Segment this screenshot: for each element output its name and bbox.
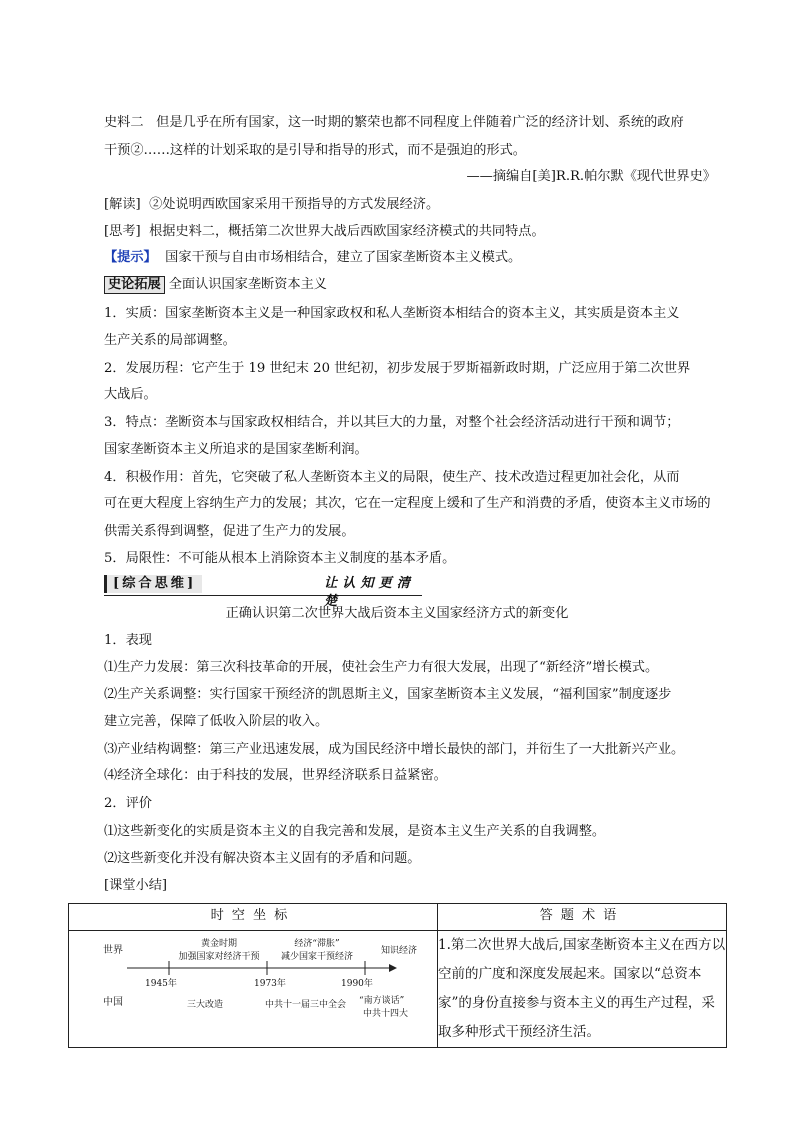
timeline-w1a: 黄金时期	[200, 939, 238, 949]
timeline-cell	[69, 931, 438, 1048]
timeline-row-world: 世界	[103, 945, 123, 956]
material2-source: ——摘编自[美]R.R.帕尔默《现代世界史》	[466, 169, 716, 184]
zonghe-item2-line1: ⑵生产关系调整：实行国家干预经济的凯恩斯主义，国家垄断资本主义发展，“福利国家”制度逐步	[104, 687, 672, 702]
summary-col-terms: 答题术语	[438, 904, 727, 931]
timeline-c2: 中共十一届三中全会	[265, 1000, 347, 1010]
timeline-w3: 知识经济	[381, 946, 418, 956]
timeline-diagram	[69, 931, 438, 1042]
zonghe-h2: 2．评价	[104, 796, 152, 811]
shilun-p4-line3: 供需关系得到调整，促进了生产力的发展。	[104, 524, 355, 539]
tishi-text: 国家干预与自由市场相结合，建立了国家垄断资本主义模式。	[165, 250, 522, 265]
shilun-tag: 史论拓展	[104, 276, 165, 294]
material2-label: 史料二	[104, 115, 144, 130]
sikao-text: 根据史料二，概括第二次世界大战后西欧国家经济模式的共同特点。	[149, 224, 545, 239]
timeline-w2a: 经济“滞胀”	[294, 939, 340, 949]
timeline-year-1990: 1990年	[341, 979, 373, 989]
zonghe-item4: ⑷经济全球化：由于科技的发展，世界经济联系日益紧密。	[104, 768, 447, 783]
zonghe-title: 正确认识第二次世界大战后资本主义国家经济方式的新变化	[225, 606, 569, 621]
shilun-p3-line2: 国家垄断资本主义所追求的是国家垄断利润。	[104, 442, 368, 457]
timeline-c1: 三大改造	[187, 1000, 224, 1010]
shilun-p1-line2: 生产关系的局部调整。	[104, 333, 236, 348]
zonghe-label: [综合思维]	[104, 575, 202, 593]
zonghe-item2-line2: 建立完善，保障了低收入阶层的收入。	[104, 714, 329, 729]
timeline-year-1973: 1973年	[254, 979, 286, 989]
tishi-tag: 【提示】	[104, 250, 157, 265]
timeline-w2b: 减少国家干预经济	[280, 952, 354, 962]
summary-label: [课堂小结]	[104, 878, 168, 893]
timeline-arrow	[389, 964, 397, 972]
timeline-year-1945: 1945年	[145, 979, 177, 989]
shilun-p2-line2: 大战后。	[104, 387, 157, 402]
jiedu-tag: [解读]	[104, 197, 141, 212]
shilun-p2-line1: 2．发展历程：它产生于 19 世纪末 20 世纪初，初步发展于罗斯福新政时期，广泛应用于第二次世界	[104, 361, 691, 376]
zonghe-subtitle: 让认知更清楚	[324, 576, 415, 609]
zonghe-banner	[104, 575, 422, 609]
zonghe-eval2: ⑵这些新变化并没有解决资本主义固有的矛盾和问题。	[104, 851, 421, 866]
shilun-p3-line1: 3．特点：垄断资本与国家政权相结合，并以其巨大的力量，对整个社会经济活动进行干预和调节；	[104, 415, 680, 430]
tishi-line	[104, 248, 724, 268]
shilun-p4-line2: 可在更大程度上容纳生产力的发展；其次，它在一定程度上缓和了生产和消费的矛盾，使资本主义市场的	[104, 496, 711, 511]
jiedu-text: ②处说明西欧国家采用干预指导的方式发展经济。	[149, 197, 440, 212]
shilun-p1-line1: 1．实质：国家垄断资本主义是一种国家政权和私人垄断资本相结合的资本主义，其实质是资本主义	[104, 306, 680, 321]
timeline-row-china: 中国	[103, 997, 123, 1008]
sikao-line	[104, 222, 724, 242]
material2-line2: 干预②……这样的计划采取的是引导和指导的形式，而不是强迫的形式。	[104, 143, 526, 158]
zonghe-item3: ⑶产业结构调整：第三产业迅速发展，成为国民经济中增长最快的部门，并衍生了一大批新兴产业。	[104, 742, 685, 757]
shilun-heading	[104, 275, 724, 295]
shilun-p4-line1: 4．积极作用：首先，它突破了私人垄断资本主义的局限，使生产、技术改造过程更加社会化，从而	[104, 470, 680, 485]
zonghe-item1: ⑴生产力发展：第三次科技革命的开展，使社会生产力有很大发展，出现了“新经济”增长模式。	[104, 660, 659, 675]
timeline-c3a: “南方谈话”	[359, 996, 405, 1006]
jiedu-line	[104, 195, 724, 215]
shilun-title: 全面认识国家垄断资本主义	[168, 277, 327, 292]
summary-table	[68, 903, 727, 1048]
summary-col-timeline: 时空坐标	[69, 904, 438, 931]
timeline-w1b: 加强国家对经济干预	[178, 952, 260, 962]
summary-answer: 1.第二次世界大战后,国家垄断资本主义在西方以空前的广度和深度发展起来。国家以“总资本家”的身份直接参与资本主义的再生产过程，采取多种形式干预经济生活。	[438, 931, 727, 1048]
sikao-tag: [思考]	[104, 224, 141, 239]
zonghe-h1: 1．表现	[104, 633, 152, 648]
zonghe-eval1: ⑴这些新变化的实质是资本主义的自我完善和发展，是资本主义生产关系的自我调整。	[104, 824, 606, 839]
timeline-c3b: 中共十四大	[363, 1009, 409, 1019]
shilun-p5: 5．局限性：不可能从根本上消除资本主义制度的基本矛盾。	[104, 551, 456, 566]
material2-line1: 史料二 但是几乎在所有国家，这一时期的繁荣也都不同程度上伴随着广泛的经济计划、系统的政府	[104, 115, 684, 130]
